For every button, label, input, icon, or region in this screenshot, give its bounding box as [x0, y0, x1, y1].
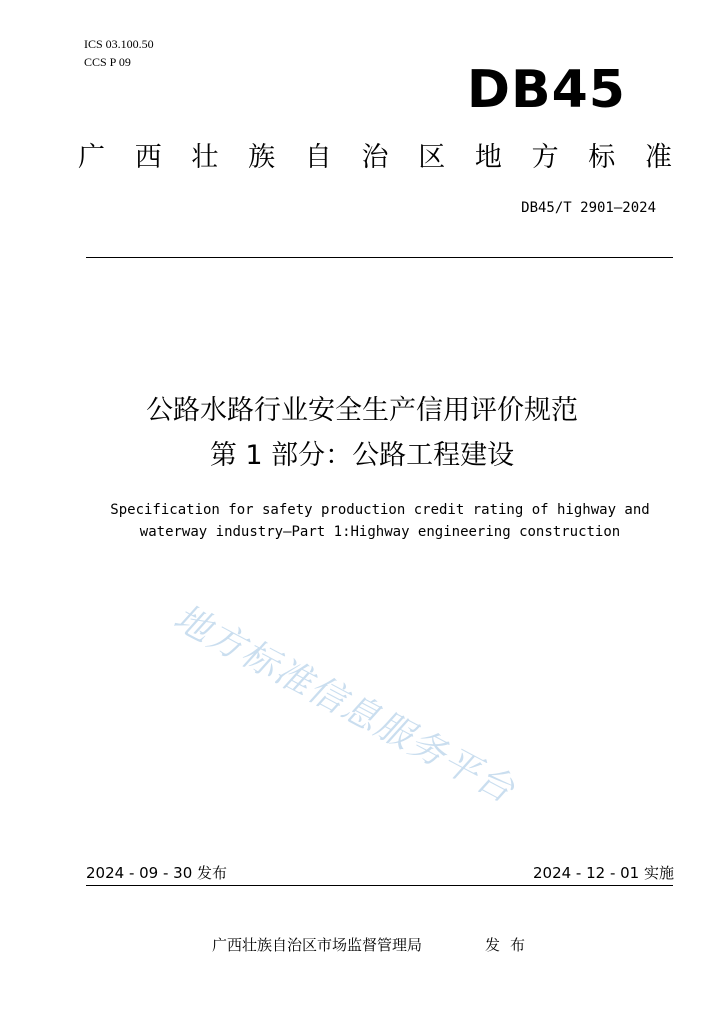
watermark-container — [166, 590, 522, 812]
implementation-date: 2024 - 12 - 01 实施 — [532, 864, 674, 882]
watermark-text: 地方标准信息服务平台 — [166, 597, 522, 812]
english-title-line1: Specification for safety production credit rating of highway and — [110, 502, 650, 518]
issue-date: 2024 - 09 - 30 发布 — [86, 864, 228, 882]
ics-code: ICS 03.100.50 — [84, 37, 154, 51]
organization-title: 广西壮族自治区地方标准 — [78, 142, 672, 173]
english-title-line2: waterway industry—Part 1:Highway engineering construction — [139, 524, 621, 540]
document-title-line2: 第 1 部分：公路工程建设 — [209, 440, 515, 471]
publisher-name: 广西壮族自治区市场监督管理局 — [212, 936, 423, 954]
document-title-line1: 公路水路行业安全生产信用评价规范 — [146, 395, 578, 426]
top-divider — [86, 257, 673, 258]
db-logo: DB45 — [466, 60, 626, 120]
bottom-divider — [86, 885, 673, 886]
ccs-code: CCS P 09 — [84, 55, 131, 69]
standard-number: DB45/T 2901—2024 — [521, 200, 656, 216]
publish-label: 发布 — [485, 936, 536, 954]
